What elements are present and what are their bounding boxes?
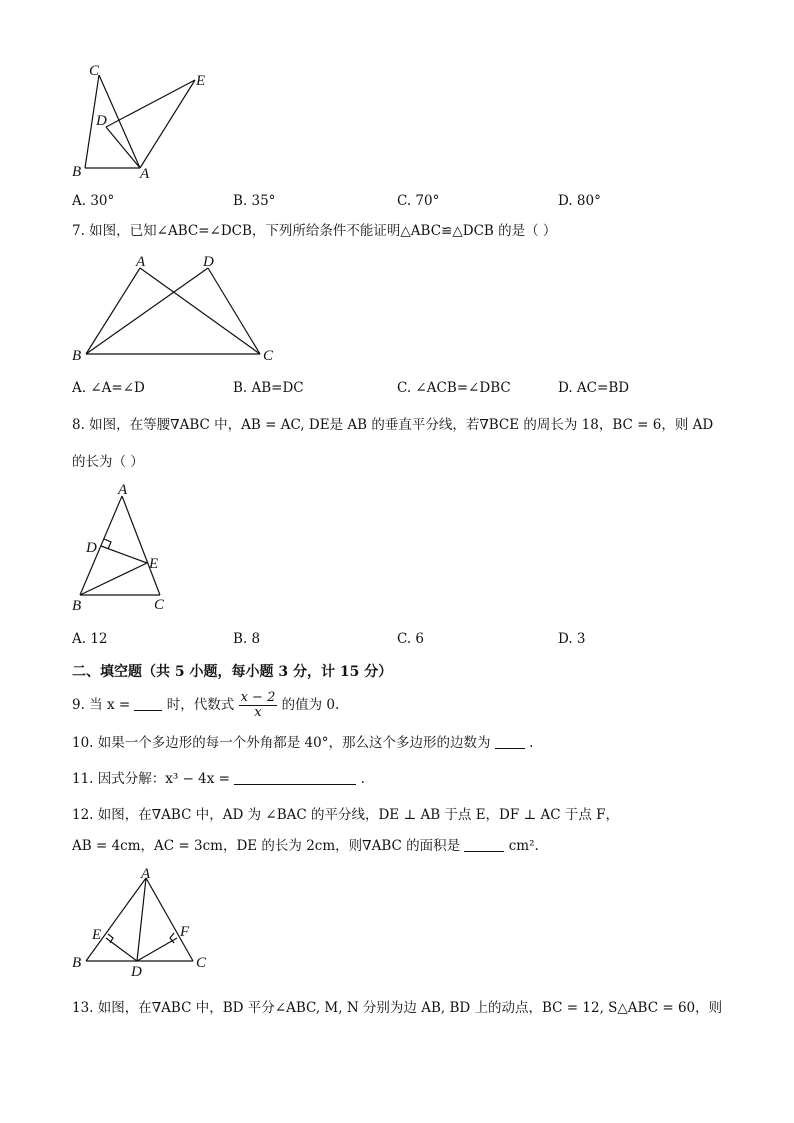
label-a: A bbox=[118, 482, 128, 498]
q11-end: . bbox=[360, 771, 365, 787]
q7-question: 7. 如图，已知∠ABC=∠DCB，下列所给条件不能证明△ABC≌△DCB 的是（ ） bbox=[72, 223, 557, 239]
q10-text: 10. 如果一个多边形的每一个外角都是 40°，那么这个多边形的边数为 bbox=[72, 735, 491, 751]
q12-line2-suffix: cm². bbox=[508, 838, 539, 854]
label-b: B bbox=[72, 955, 82, 971]
q8-figure bbox=[60, 478, 190, 618]
q6-option-a[interactable]: A. 30° bbox=[72, 193, 115, 209]
label-e: E bbox=[92, 927, 102, 943]
q6-option-d[interactable]: D. 80° bbox=[558, 193, 601, 209]
q6-figure bbox=[60, 55, 230, 190]
segment-da bbox=[106, 127, 140, 168]
segment-ac bbox=[146, 878, 193, 961]
q12-line2-prefix: AB = 4cm，AC = 3cm，DE 的长为 2cm，则∇ABC 的面积是 bbox=[72, 838, 461, 854]
q9-answer-blank[interactable] bbox=[134, 696, 162, 711]
q9-question bbox=[72, 688, 339, 722]
label-c: C bbox=[196, 955, 207, 971]
q11-question bbox=[72, 770, 365, 788]
q8-question-line1: 8. 如图，在等腰∇ABC 中，AB = AC, DE是 AB 的垂直平分线，若∇BCE 的周长为 18，BC = 6，则 AD bbox=[72, 417, 714, 433]
segment-ae bbox=[140, 80, 195, 168]
q12-figure bbox=[60, 862, 230, 977]
q12-question-line2 bbox=[72, 837, 539, 855]
label-c: C bbox=[89, 63, 100, 79]
label-f: F bbox=[180, 924, 190, 940]
q11-answer-blank[interactable] bbox=[234, 770, 356, 785]
label-c: C bbox=[263, 348, 274, 364]
q13-question: 13. 如图，在∇ABC 中，BD 平分∠ABC, M, N 分别为边 AB, BD 上的动点，BC = 12, S△ABC = 60，则 bbox=[72, 1000, 723, 1016]
q9-prefix: 9. 当 x = bbox=[72, 697, 131, 713]
segment-ac bbox=[122, 496, 160, 595]
q9-mid: 时，代数式 bbox=[166, 697, 235, 713]
q9-fraction-numerator: x − 2 bbox=[240, 690, 276, 705]
label-a: A bbox=[136, 254, 146, 270]
segment-df bbox=[137, 938, 177, 961]
label-e: E bbox=[149, 556, 159, 572]
q8-option-c[interactable]: C. 6 bbox=[397, 631, 425, 647]
segment-be bbox=[80, 563, 147, 595]
q10-question bbox=[72, 734, 533, 752]
label-b: B bbox=[72, 348, 82, 364]
q8-option-a[interactable]: A. 12 bbox=[72, 631, 108, 647]
q7-option-d[interactable]: D. AC=BD bbox=[558, 380, 630, 396]
q6-option-c[interactable]: C. 70° bbox=[397, 193, 440, 209]
segment-ab bbox=[86, 878, 146, 961]
label-b: B bbox=[72, 164, 82, 180]
q8-question-line2: 的长为（ ） bbox=[72, 454, 144, 470]
q10-end: . bbox=[529, 735, 534, 751]
q12-answer-blank[interactable] bbox=[464, 837, 504, 852]
segment-ab bbox=[86, 268, 140, 354]
q12-question-line1: 12. 如图，在∇ABC 中，AD 为 ∠BAC 的平分线，DE ⊥ AB 于点 E，DF ⊥ AC 于点 F， bbox=[72, 807, 620, 823]
segment-db bbox=[86, 268, 208, 354]
label-d: D bbox=[96, 113, 107, 129]
section-title: 二、填空题（共 5 小题，每小题 3 分，计 15 分） bbox=[72, 664, 393, 680]
q11-prefix: 11. 因式分解：x³ − 4x = bbox=[72, 771, 230, 787]
label-d: D bbox=[203, 254, 214, 270]
q7-figure bbox=[60, 248, 290, 368]
q8-option-d[interactable]: D. 3 bbox=[558, 631, 586, 647]
segment-ed bbox=[106, 80, 195, 127]
label-a: A bbox=[140, 166, 150, 182]
label-c: C bbox=[154, 597, 165, 613]
q6-option-b[interactable]: B. 35° bbox=[233, 193, 276, 209]
segment-ac bbox=[140, 268, 260, 354]
label-e: E bbox=[196, 73, 206, 89]
segment-dc bbox=[208, 268, 260, 354]
segment-ad bbox=[137, 878, 146, 961]
q7-option-c[interactable]: C. ∠ACB=∠DBC bbox=[397, 380, 511, 396]
q7-option-a[interactable]: A. ∠A=∠D bbox=[72, 380, 145, 396]
label-b: B bbox=[72, 598, 82, 614]
label-a: A bbox=[141, 866, 151, 882]
q9-fraction-denominator: x bbox=[254, 705, 262, 720]
right-angle-mark-e bbox=[108, 934, 113, 943]
q10-answer-blank[interactable] bbox=[495, 734, 525, 749]
q7-option-b[interactable]: B. AB=DC bbox=[233, 380, 304, 396]
q9-suffix: 的值为 0. bbox=[281, 697, 340, 713]
label-d: D bbox=[131, 964, 142, 977]
q8-option-b[interactable]: B. 8 bbox=[233, 631, 261, 647]
q9-fraction bbox=[239, 691, 278, 720]
label-d: D bbox=[86, 540, 97, 556]
